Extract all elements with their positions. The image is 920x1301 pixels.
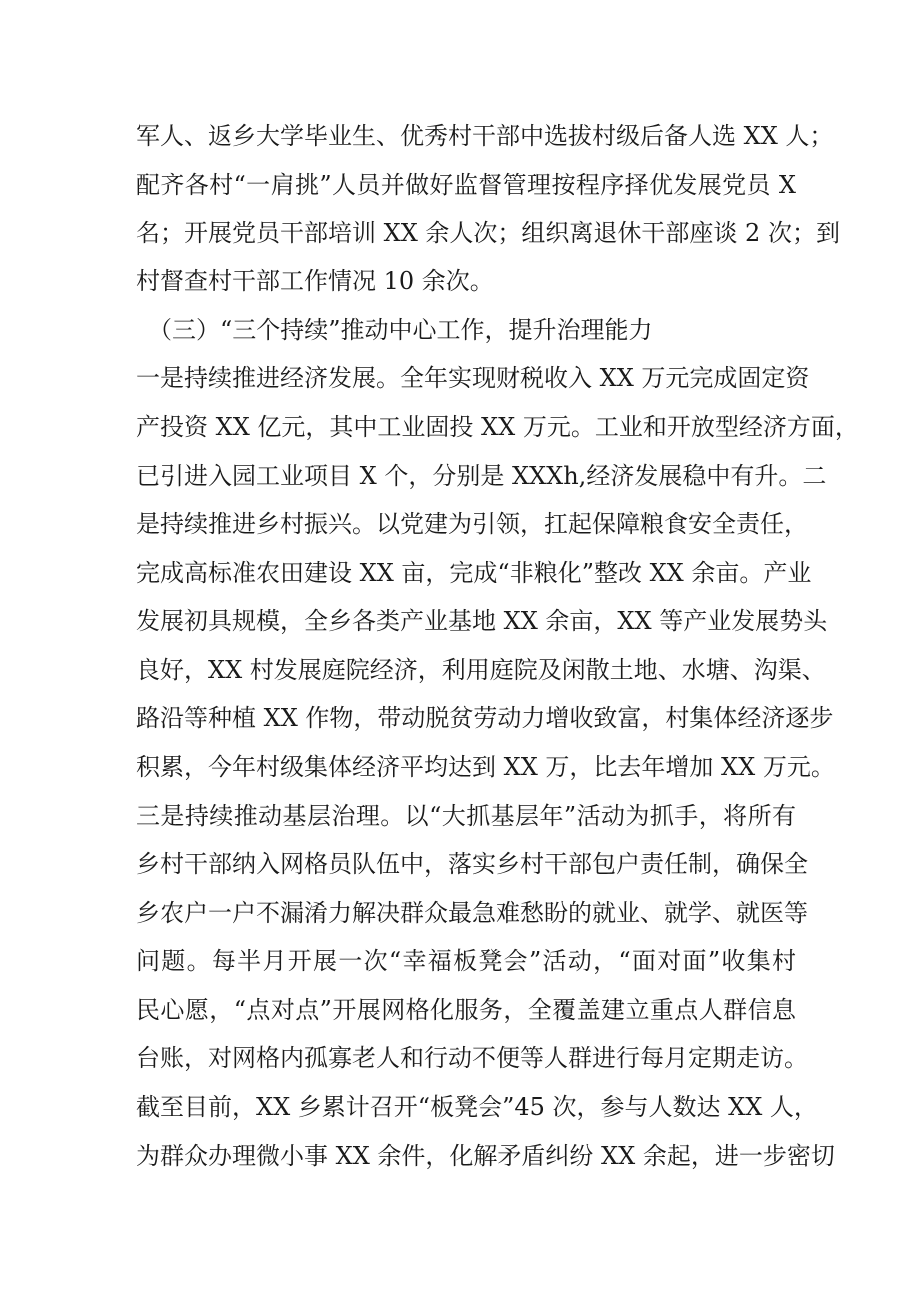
body-line-16: 乡村干部纳入网格员队伍中，落实乡村干部包户责任制，确保全: [136, 850, 808, 878]
body-line-11: 发展初具规模，全乡各类产业基地 XX 余亩，XX 等产业发展势头: [136, 607, 828, 635]
body-line-19: 民心愿，“点对点”开展网格化服务，全覆盖建立重点人群信息: [136, 996, 796, 1024]
body-line-22: 为群众办理微小事 XX 余件，化解矛盾纠纷 XX 余起，进一步密切: [136, 1142, 835, 1170]
body-line-7: 产投资 XX 亿元，其中工业固投 XX 万元。工业和开放型经济方面，: [136, 413, 859, 441]
body-line-15: 三是持续推动基层治理。以“大抓基层年”活动为抓手，将所有: [136, 802, 796, 830]
body-line-2: 配齐各村“一肩挑”人员并做好监督管理按程序择优发展党员 X: [136, 171, 796, 199]
body-line-10: 完成高标准农田建设 XX 亩，完成“非粮化”整改 XX 余亩。产业: [136, 559, 812, 587]
body-line-3: 名；开展党员干部培训 XX 余人次；组织离退休干部座谈 2 次；到: [136, 219, 840, 247]
body-line-18: 问题。每半月开展一次“幸福板凳会”活动，“面对面”收集村: [136, 947, 796, 975]
body-line-20: 台账，对网格内孤寡老人和行动不便等人群进行每月定期走访。: [136, 1044, 808, 1072]
body-line-1: 军人、返乡大学毕业生、优秀村干部中选拔村级后备人选 XX 人；: [136, 122, 834, 150]
body-line-13: 路沿等种植 XX 作物，带动脱贫劳动力增收致富，村集体经济逐步: [136, 704, 834, 732]
body-line-14: 积累，今年村级集体经济平均达到 XX 万，比去年增加 XX 万元。: [136, 753, 835, 781]
body-line-4: 村督查村干部工作情况 10 余次。: [136, 267, 494, 295]
body-line-8: 已引进入园工业项目 X 个，分别是 XXXh,经济发展稳中有升。二: [136, 462, 827, 490]
body-line-12: 良好，XX 村发展庭院经济，利用庭院及闲散土地、水塘、沟渠、: [136, 656, 826, 684]
body-line-6: 一是持续推进经济发展。全年实现财税收入 XX 万元完成固定资: [136, 364, 810, 392]
body-line-21: 截至目前，XX 乡累计召开“板凳会”45 次，参与人数达 XX 人，: [136, 1093, 818, 1121]
section-heading: （三）“三个持续”推动中心工作，提升治理能力: [148, 316, 653, 344]
body-line-17: 乡农户一户不漏淆力解决群众最急难愁盼的就业、就学、就医等: [136, 899, 808, 927]
body-line-9: 是持续推进乡村振兴。以党建为引领，扛起保障粮食安全责任，: [136, 510, 808, 538]
